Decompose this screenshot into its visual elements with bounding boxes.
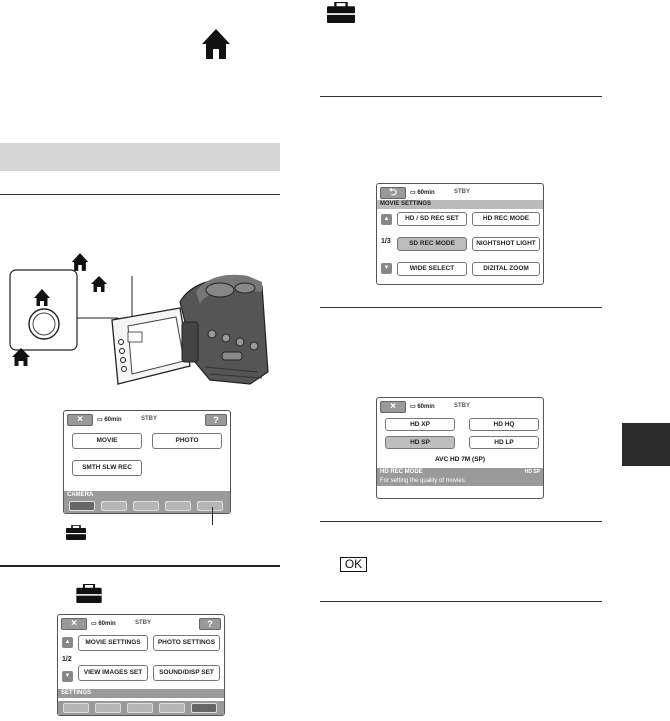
chapter-side-tab xyxy=(622,423,670,466)
photo-settings-button[interactable]: PHOTO SETTINGS xyxy=(153,635,220,651)
tab-playback[interactable] xyxy=(101,501,127,511)
movie-settings-button[interactable]: MOVIE SETTINGS xyxy=(78,635,148,651)
status-label: STBY xyxy=(454,189,471,195)
close-button[interactable]: × xyxy=(61,618,87,630)
mode-description: For setting the quality of movies. xyxy=(377,477,543,486)
hd-lp-option[interactable]: HD LP xyxy=(469,436,539,449)
category-tabs xyxy=(64,499,230,513)
hd-sp-option[interactable]: HD SP xyxy=(385,436,455,449)
battery-time: 60min xyxy=(417,404,435,410)
category-bar: SETTINGS xyxy=(58,689,224,698)
toolbox-icon xyxy=(66,525,86,540)
sd-rec-mode-button[interactable]: SD REC MODE xyxy=(397,237,467,251)
battery-time: 60min xyxy=(98,621,116,627)
home-icon xyxy=(201,27,231,61)
movie-button[interactable]: MOVIE xyxy=(72,433,142,449)
page-up-arrow[interactable]: ▲ xyxy=(381,214,392,225)
wide-select-button[interactable]: WIDE SELECT xyxy=(397,262,467,276)
view-images-set-button[interactable]: VIEW IMAGES SET xyxy=(78,665,148,681)
step-divider xyxy=(0,565,280,567)
mode-bar xyxy=(377,468,543,477)
tab-settings[interactable] xyxy=(197,501,223,511)
category-tabs xyxy=(58,701,224,715)
battery-icon: ▭ xyxy=(410,404,416,410)
step-divider xyxy=(320,96,602,97)
mode-badge: HD SP xyxy=(524,469,540,475)
hd-hq-option[interactable]: HD HQ xyxy=(469,418,539,431)
battery-icon: ▭ xyxy=(91,621,97,627)
nightshot-light-button[interactable]: NIGHTSHOT LIGHT xyxy=(472,237,540,251)
battery-time: 60min xyxy=(417,190,435,196)
hd-rec-mode-button[interactable]: HD REC MODE xyxy=(472,212,540,226)
lcd-rec-mode xyxy=(376,397,544,499)
close-button[interactable]: × xyxy=(67,414,93,426)
help-button[interactable]: ? xyxy=(199,618,221,630)
tab-camera[interactable] xyxy=(69,501,95,511)
back-button[interactable]: ⮌ xyxy=(380,187,406,199)
tab-camera[interactable] xyxy=(63,703,89,713)
hd-sd-rec-set-button[interactable]: HD / SD REC SET xyxy=(397,212,467,226)
page-indicator: 1/2 xyxy=(62,656,72,663)
step-divider xyxy=(320,521,602,522)
page-up-arrow[interactable]: ▲ xyxy=(62,637,73,648)
status-label: STBY xyxy=(135,620,152,626)
help-button[interactable]: ? xyxy=(205,414,227,426)
page-down-arrow[interactable]: ▼ xyxy=(62,671,73,682)
photo-button[interactable]: PHOTO xyxy=(152,433,222,449)
status-label: STBY xyxy=(141,416,158,422)
battery-icon: ▭ xyxy=(410,190,416,196)
step-divider xyxy=(320,601,602,602)
digital-zoom-button[interactable]: DIZITAL ZOOM xyxy=(472,262,540,276)
page-down-arrow[interactable]: ▼ xyxy=(381,263,392,274)
tab-manage-media[interactable] xyxy=(165,501,191,511)
toolbox-icon xyxy=(327,2,355,23)
tab-other[interactable] xyxy=(127,703,153,713)
category-bar: CAMERA xyxy=(64,491,230,500)
callout-line xyxy=(212,507,213,525)
tab-settings[interactable] xyxy=(191,703,217,713)
menu-title-bar: MOVIE SETTINGS xyxy=(377,200,543,209)
selected-mode-info: AVC HD 7M (SP) xyxy=(434,456,486,463)
tab-playback[interactable] xyxy=(95,703,121,713)
toolbox-icon xyxy=(76,584,102,603)
battery-icon: ▭ xyxy=(97,417,103,423)
status-label: STBY xyxy=(454,403,471,409)
close-button[interactable]: × xyxy=(380,401,406,413)
camcorder-illustration xyxy=(0,262,270,392)
sound-disp-set-button[interactable]: SOUND/DISP SET xyxy=(153,665,220,681)
lcd-settings-menu xyxy=(57,614,225,716)
hd-xp-option[interactable]: HD XP xyxy=(385,418,455,431)
page-indicator: 1/3 xyxy=(381,238,391,245)
ok-button[interactable]: OK xyxy=(340,557,367,572)
step-divider xyxy=(320,307,602,308)
lcd-home-menu xyxy=(63,410,231,514)
lcd-movie-settings xyxy=(376,183,544,285)
battery-time: 60min xyxy=(104,417,122,423)
mode-label: HD REC MODE xyxy=(380,469,423,475)
tab-manage-media[interactable] xyxy=(159,703,185,713)
section-header-band xyxy=(0,143,280,171)
tab-other[interactable] xyxy=(133,501,159,511)
step-divider xyxy=(0,194,280,195)
smth-slw-rec-button[interactable]: SMTH SLW REC xyxy=(72,460,142,476)
